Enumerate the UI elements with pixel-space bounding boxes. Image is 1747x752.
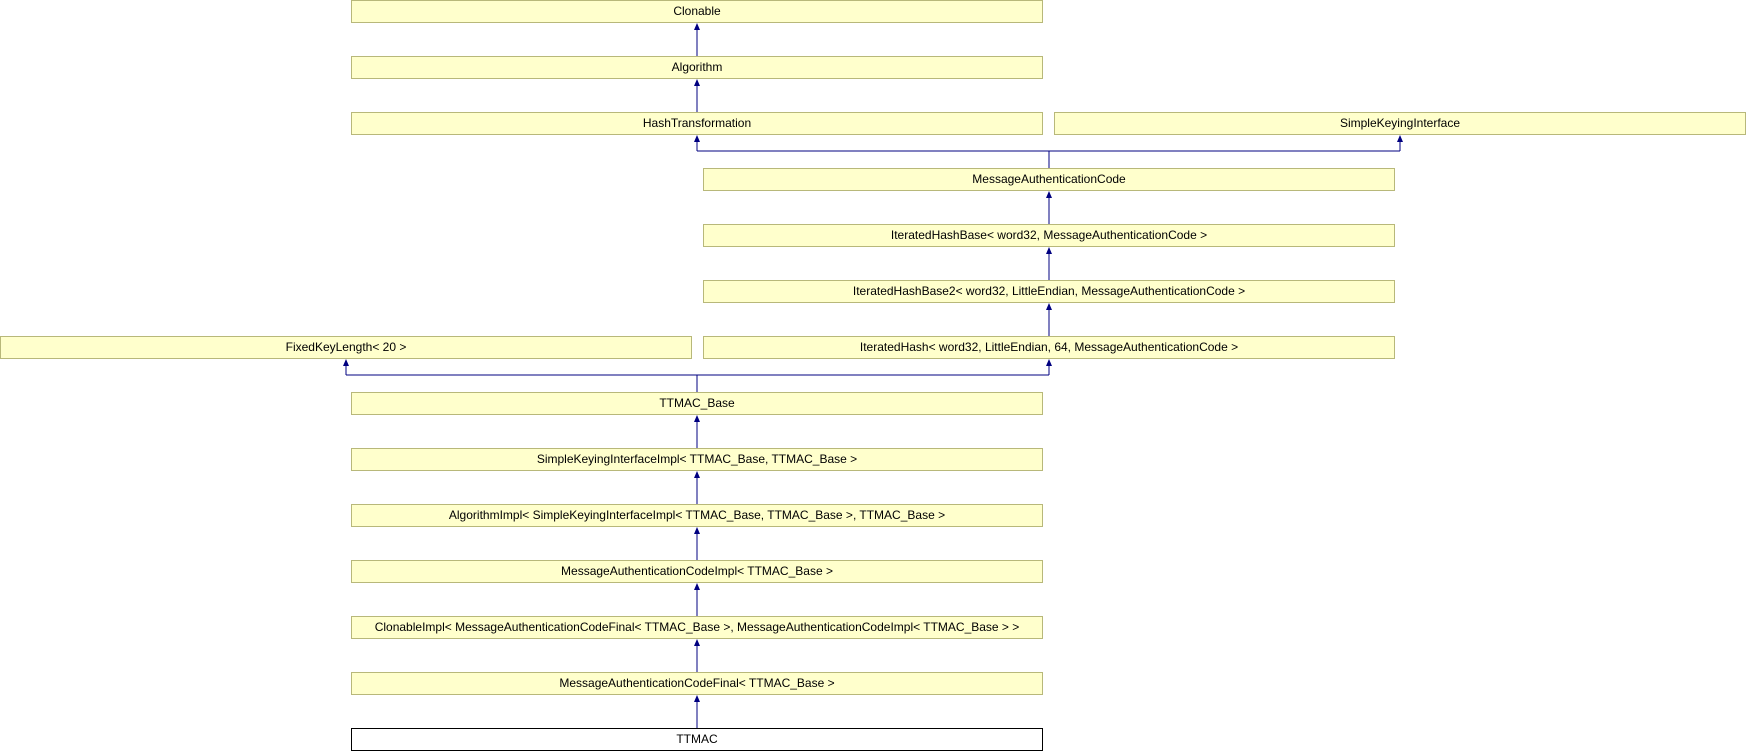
node-algorithm-impl[interactable]: AlgorithmImpl< SimpleKeyingInterfaceImpl< TTMAC_Base, TTMAC_Base >, TTMAC_Base >: [351, 504, 1043, 527]
arrowhead-hash_transformation-from-message_authentication_code: [694, 135, 700, 142]
arrowhead-simple_keying_interface_impl-from-algorithm_impl: [694, 471, 700, 478]
node-hash-transformation[interactable]: HashTransformation: [351, 112, 1043, 135]
arrowhead-iterated_hash-from-ttmac_base: [1046, 359, 1052, 366]
node-fixed-key-length[interactable]: FixedKeyLength< 20 >: [0, 336, 692, 359]
arrowhead-iterated_hash_base-from-iterated_hash_base2: [1046, 247, 1052, 254]
arrowhead-algorithm-from-hash_transformation: [694, 79, 700, 86]
node-message-authentication-code-final[interactable]: MessageAuthenticationCodeFinal< TTMAC_Base >: [351, 672, 1043, 695]
node-simple-keying-interface[interactable]: SimpleKeyingInterface: [1054, 112, 1746, 135]
arrowhead-simple_keying_interface-from-message_authentication_code: [1397, 135, 1403, 142]
arrowhead-iterated_hash_base2-from-iterated_hash: [1046, 303, 1052, 310]
node-algorithm[interactable]: Algorithm: [351, 56, 1043, 79]
node-simple-keying-interface-impl[interactable]: SimpleKeyingInterfaceImpl< TTMAC_Base, TTMAC_Base >: [351, 448, 1043, 471]
node-iterated-hash-base[interactable]: IteratedHashBase< word32, MessageAuthenticationCode >: [703, 224, 1395, 247]
node-message-authentication-code[interactable]: MessageAuthenticationCode: [703, 168, 1395, 191]
arrowhead-clonable_impl-from-message_authentication_code_final: [694, 639, 700, 646]
node-iterated-hash-base2[interactable]: IteratedHashBase2< word32, LittleEndian, MessageAuthenticationCode >: [703, 280, 1395, 303]
node-clonable-impl[interactable]: ClonableImpl< MessageAuthenticationCodeFinal< TTMAC_Base >, MessageAuthenticationCodeImpl< TTMAC_Base > >: [351, 616, 1043, 639]
arrowhead-algorithm_impl-from-message_authentication_code_impl: [694, 527, 700, 534]
arrowhead-fixed_key_length-from-ttmac_base: [343, 359, 349, 366]
node-ttmac-base[interactable]: TTMAC_Base: [351, 392, 1043, 415]
arrowhead-ttmac_base-from-simple_keying_interface_impl: [694, 415, 700, 422]
arrowhead-message_authentication_code-from-iterated_hash_base: [1046, 191, 1052, 198]
node-clonable[interactable]: Clonable: [351, 0, 1043, 23]
node-ttmac: TTMAC: [351, 728, 1043, 751]
arrowhead-clonable-from-algorithm: [694, 23, 700, 30]
node-iterated-hash[interactable]: IteratedHash< word32, LittleEndian, 64, MessageAuthenticationCode >: [703, 336, 1395, 359]
node-message-authentication-code-impl[interactable]: MessageAuthenticationCodeImpl< TTMAC_Base >: [351, 560, 1043, 583]
arrowhead-message_authentication_code_final-from-ttmac: [694, 695, 700, 702]
arrowhead-message_authentication_code_impl-from-clonable_impl: [694, 583, 700, 590]
